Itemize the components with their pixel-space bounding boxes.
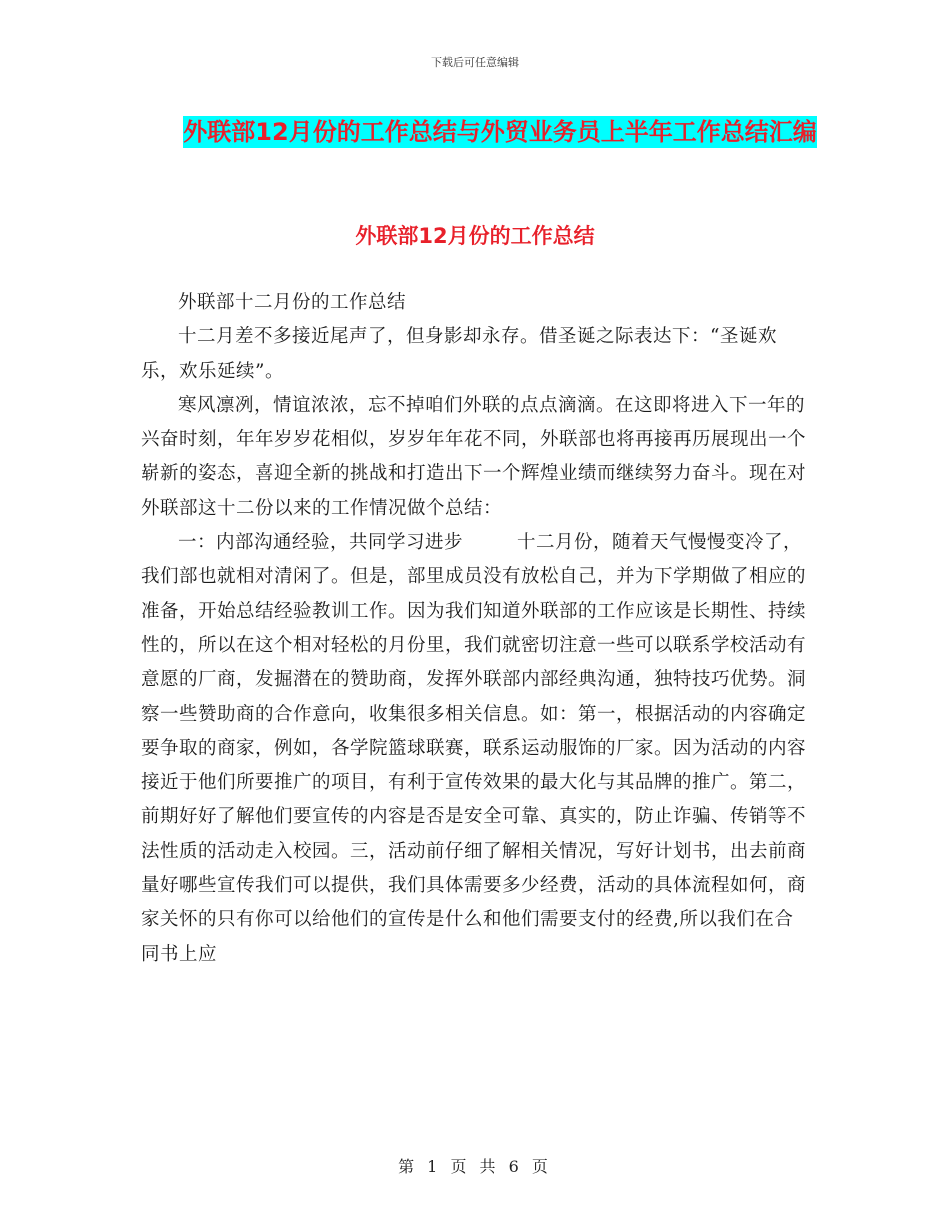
section-title: 外联部12月份的工作总结	[355, 224, 595, 248]
paragraph-4-heading: 一：内部沟通经验，共同学习进步	[178, 532, 464, 554]
paragraph-1: 外联部十二月份的工作总结	[178, 292, 407, 313]
document-title-text: 外联部12月份的工作总结与外贸业务员上半年工作总结汇编	[183, 118, 817, 146]
paragraph-2: 十二月差不多接近尾声了，但身影却永存。借圣诞之际表达下：“圣诞欢乐，欢乐延续”。	[141, 326, 777, 382]
paragraph-4-text: 十二月份，随着天气慢慢变冷了，我们部也就相对清闲了。但是，部里成员没有放松自己，并为下学期做了相应的准备，开始总结经验教训工作。因为我们知道外联部的工作应该是长期性、持续性的，所以在这个相对轻松的月份里，我们就密切注意一些可以联系学校活动有意愿的厂商，发掘潜在的赞助商，发挥外联部内部经典沟通，独特技巧优势。洞察一些赞助商的合作意向，收集很多相关信息。如：第一，根据活动的内容确定要争取的商家，例如，各学院篮球联赛，联系运动服饰的厂家。因为活动的内容接近于他们所要推广的项目，有利于宣传效果的最大化与其品牌的推广。第二，前期好好了解他们要宣传的内容是否是安全可靠、真实的，防止诈骗、传销等不法性质的活动走入校园。三，活动前仔细了解相关情况，写好计划书，出去前商量好哪些宣传我们可以提供，我们具体需要多少经费，活动的具体流程如何，商家关怀的只有你可以给他们的宣传是什么和他们需要支付的经费,所以我们在合同书上应	[141, 532, 807, 965]
document-body	[141, 286, 809, 972]
paragraph-4	[141, 526, 809, 972]
header-note: 下载后可任意编辑	[431, 56, 519, 69]
document-title	[180, 110, 820, 154]
page-footer: 第 1 页 共 6 页	[398, 1157, 552, 1176]
paragraph-3: 寒风凛冽，情谊浓浓，忘不掉咱们外联的点点滴滴。在这即将进入下一年的兴奋时刻，年年岁岁花相似，岁岁年年花不同，外联部也将再接再历展现出一个崭新的姿态，喜迎全新的挑战和打造出下一个辉煌业绩而继续努力奋斗。现在对外联部这十二份以来的工作情况做个总结：	[141, 394, 807, 519]
